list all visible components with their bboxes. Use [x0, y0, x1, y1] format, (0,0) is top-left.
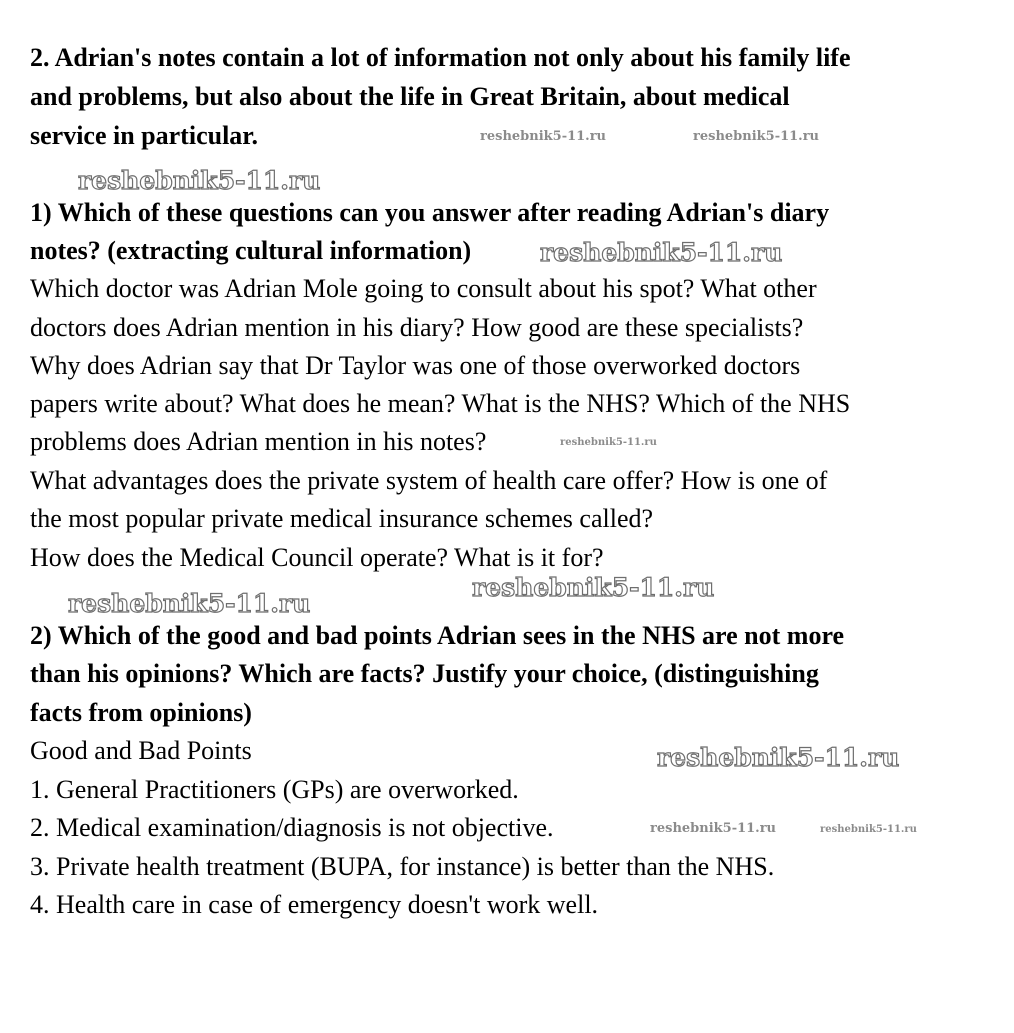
question-heading-line: than his opinions? Which are facts? Justify your choice, (distinguishing	[30, 659, 819, 688]
heading-line: and problems, but also about the life in Great Britain, about medical	[30, 82, 790, 111]
watermark: reshebnik5-11.ru	[657, 743, 900, 772]
watermark: reshebnik5-11.ru	[540, 238, 783, 267]
heading-line: service in particular.	[30, 121, 258, 150]
body-line: Which doctor was Adrian Mole going to consult about his spot? What other	[30, 274, 817, 303]
watermark: reshebnik5-11.ru	[693, 129, 820, 144]
watermark: reshebnik5-11.ru	[650, 821, 777, 836]
heading-line: 2. Adrian's notes contain a lot of information not only about his family life	[30, 43, 851, 72]
watermark: reshebnik5-11.ru	[68, 589, 311, 618]
watermark: reshebnik5-11.ru	[480, 129, 607, 144]
list-item: 4. Health care in case of emergency doesn't work well.	[30, 890, 599, 919]
question-heading-line: facts from opinions)	[30, 698, 252, 727]
list-title: Good and Bad Points	[30, 736, 252, 765]
watermark: reshebnik5-11.ru	[78, 166, 321, 195]
watermark: reshebnik5-11.ru	[472, 573, 715, 602]
body-line: papers write about? What does he mean? What is the NHS? Which of the NHS	[30, 389, 851, 418]
watermark: reshebnik5-11.ru	[560, 437, 657, 448]
list-item: 1. General Practitioners (GPs) are overworked.	[30, 775, 519, 804]
body-line: the most popular private medical insurance schemes called?	[30, 504, 654, 533]
question-heading-line: 2) Which of the good and bad points Adrian sees in the NHS are not more	[30, 621, 845, 650]
body-line: How does the Medical Council operate? What is it for?	[30, 543, 604, 572]
body-line: doctors does Adrian mention in his diary? How good are these specialists?	[30, 313, 804, 342]
question-heading-line: notes? (extracting cultural information)	[30, 236, 472, 265]
list-item: 2. Medical examination/diagnosis is not objective.	[30, 813, 554, 842]
watermark: reshebnik5-11.ru	[820, 824, 917, 835]
question-heading-line: 1) Which of these questions can you answer after reading Adrian's diary	[30, 198, 830, 227]
body-line: problems does Adrian mention in his notes?	[30, 427, 487, 456]
body-line: What advantages does the private system of health care offer? How is one of	[30, 466, 828, 495]
list-item: 3. Private health treatment (BUPA, for instance) is better than the NHS.	[30, 852, 775, 881]
body-line: Why does Adrian say that Dr Taylor was one of those overworked doctors	[30, 351, 801, 380]
